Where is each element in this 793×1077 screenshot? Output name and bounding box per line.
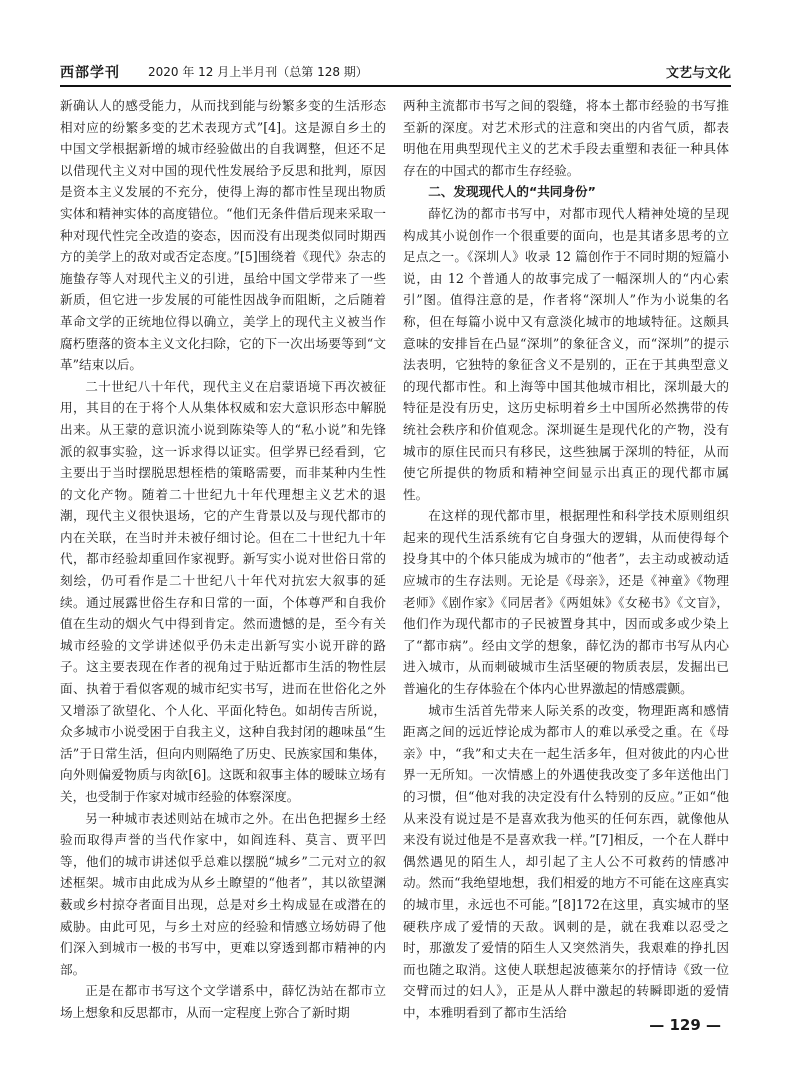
paragraph: 在这样的现代都市里，根据理性和科学技术原则组织起来的现代生活系统有它自身强大的逻辑，从而使得每个投身其中的个体只能成为城市的“他者”，去主动或被动适应城市的生存法则。无论是《母亲》，还是《神童》《物理老师》《剧作家》《同居者》《两姐妹》《女秘书》《文盲》，他们作为现代都市的子民被置身其中，因而或多或少染上了“都市病”。经由文学的想象，薛忆沩的都市书写从内心进入城市，从而刺破城市生活坚硬的物质表层，发掘出已普遍化的生存体验在个体内心世界激起的情感震颤。 [403,508,729,697]
issue-info: 2020 年 12 月上半月刊（总第 128 期） [148,65,368,79]
paragraph: 正是在都市书写这个文学谱系中，薛忆沩站在都市立场上想象和反思都市，从而一定程度上弥合了新时期 [60,983,386,1020]
right-column [403,95,729,1024]
journal-name: 西部学刊 [60,65,120,81]
paragraph: 薛忆沩的都市书写中，对都市现代人精神处境的呈现构成其小说创作一个很重要的面向，也是其诸多思考的立足点之一。《深圳人》收录 12 篇创作于不同时期的短篇小说，由 12 个普通人的故事完成了一幅深圳人的“内心索引”图。值得注意的是，作者将“深圳人”作为小说集的名称，但在每篇小说中又有意淡化城市的地域特征。这颇具意味的安排旨在凸显“深圳”的象征含义，而“深圳”的提示法表明，它独特的象征含义不是别的，正在于其典型意义的现代都市性。和上海等中国其他城市相比，深圳最大的特征是没有历史，这历史标明着乡土中国所必然携带的传统社会秩序和价值观念。深圳诞生是现代化的产物，没有城市的原住民而只有移民，这些独属于深圳的特征，从而使它所提供的物质和精神空间显示出真正的现代都市属性。 [403,205,729,502]
paragraph: 另一种城市表述则站在城市之外。在出色把握乡土经验而取得声誉的当代作家中，如阎连科、莫言、贾平凹等，他们的城市讲述似乎总难以摆脱“城乡”二元对立的叙述框架。城市由此成为从乡土瞭望的“他者”，其以欲望渊薮或乡村掠夺者面目出现，总是对乡土构成显在或潜在的威胁。由此可见，与乡土对应的经验和情感立场妨碍了他们深入到城市一极的书写中，更难以穿透到都市精神的内部。 [60,810,386,977]
section-heading: 二、发现现代人的“共同身份” [428,184,596,200]
page-number: — 129 — [649,1016,721,1034]
paragraph: 城市生活首先带来人际关系的改变，物理距离和感情距离之间的远近悖论成为都市人的难以承受之重。在《母亲》中，“我”和丈夫在一起生活多年，但对彼此的内心世界一无所知。一次情感上的外遇使我改变了多年送他出门的习惯，但“他对我的决定没有什么特别的反应。”正如“他从来没有说过是不是喜欢我为他买的任何东西，就像他从来没有说过他是不是喜欢我一样。”[7]相反，一个在人群中偶然遇见的陌生人，却引起了主人公不可救药的情感冲动。然而“我绝望地想，我们相爱的地方不可能在这座真实的城市里，永远也不可能。”[8]172在这里，真实城市的坚硬秩序成了爱情的天敌。讽刺的是，就在我难以忍受之时，那激发了爱情的陌生人又突然消失，我艰难的挣扎因而也随之取消。这使人联想起波德莱尔的抒情诗《致一位交臂而过的妇人》，正是从人群中激起的转瞬即逝的爱情中，本雅明看到了都市生活给 [403,702,729,1020]
paragraph: 两种主流都市书写之间的裂缝，将本土都市经验的书写推至新的深度。对艺术形式的注意和突出的内省气质，都表明他在用典型现代主义的艺术手段去重塑和表征一种具体存在的中国式的都市生存经验。 [403,98,729,178]
header-rule [60,85,731,87]
left-column [60,95,386,1024]
section-title: 文艺与文化 [665,66,731,81]
paragraph: 二十世纪八十年代，现代主义在启蒙语境下再次被征用，其目的在于将个人从集体权威和宏大意识形态中解脱出来。从王蒙的意识流小说到陈染等人的“私小说”和先锋派的叙事实验，这一诉求得以证实。但学界已经看到，它主要出于当时摆脱思想桎梏的策略需要，而非某种内生性的文化产物。随着二十世纪九十年代理想主义艺术的退潮，现代主义很快退场，它的产生背景以及与现代都市的内在关联，在当时并未被仔细讨论。但在二十世纪九十年代，都市经验却重回作家视野。新写实小说对世俗日常的刻绘，仍可看作是二十世纪八十年代对抗宏大叙事的延续。通过展露世俗生存和日常的一面，个体尊严和自我价值在生动的烟火气中得到肯定。然而遗憾的是，至今有关城市经验的文学讲述似乎仍未走出新写实小说开辟的路子。这主要表现在作者的视角过于贴近都市生活的物性层面、执着于看似客观的城市纪实书写，进而在世俗化之外又增添了欲望化、个人化、平面化特色。如胡传吉所说，众多城市小说受困于自我主义，这种自我封闭的趣味虽“生活”于日常生活，但向内则隔绝了历史、民族家国和集体，向外则偏爱物质与肉欲[6]。这既和叙事主体的暧昧立场有关，也受制于作家对城市经验的体察深度。 [60,378,386,804]
page-header [60,62,731,84]
paragraph: 新确认人的感受能力，从而找到能与纷繁多变的生活形态相对应的纷繁多变的艺术表现方式”[4]。这是源自乡土的中国文学根据新增的城市经验做出的自我调整，但还不足以借现代主义对中国的现代性发展给予反思和批判，原因是资本主义发展的不充分，使得上海的都市性呈现出物质实体和精神实体的高度错位。“他们无条件借后现来采取一种对现代性完全改造的姿态，因而没有出现类似同时期西方的美学上的敌对或否定态度。”[5]围绕着《现代》杂志的施蛰存等人对现代主义的引进，虽给中国文学带来了一些新质，但它进一步发展的可能性因战争而阻断，之后随着革命文学的正统地位得以确立，美学上的现代主义被当作腐朽堕落的资本主义文化扫除，它的下一次出场要等到“文革”结束以后。 [60,98,386,373]
